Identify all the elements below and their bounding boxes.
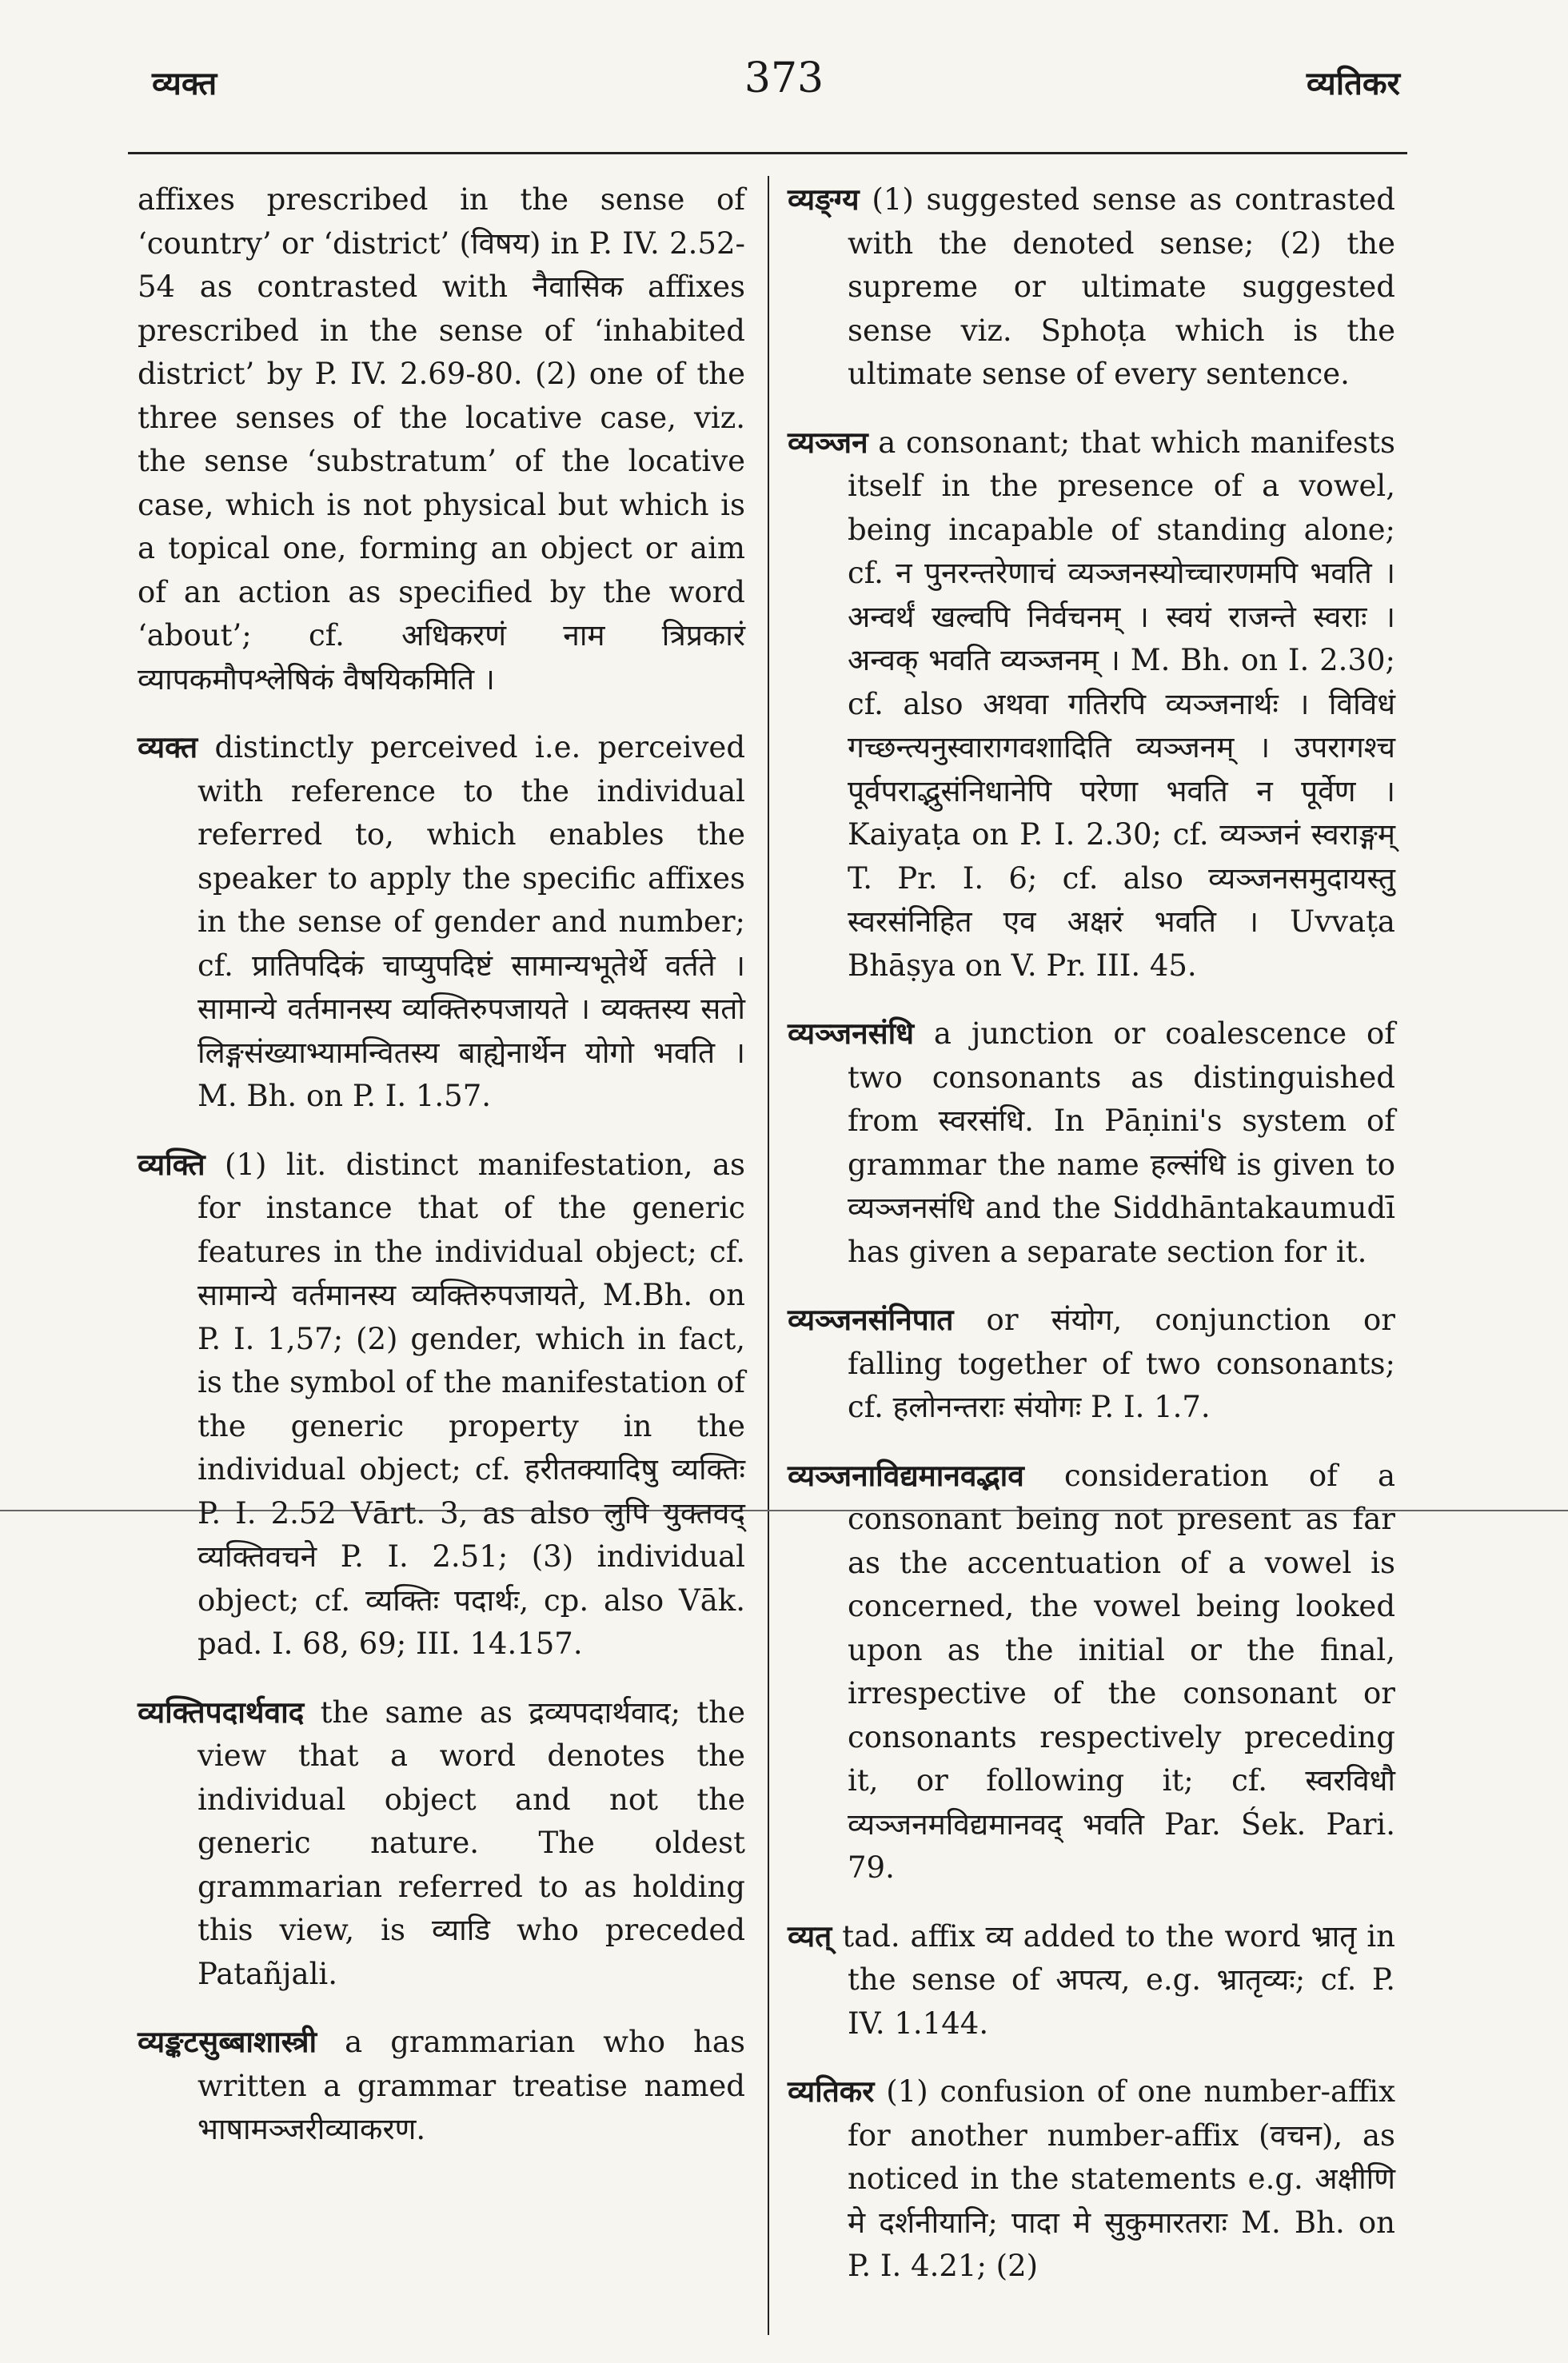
right-column (788, 178, 1395, 2313)
entry-headword: व्यक्ति (138, 1146, 205, 1182)
entry-text: consideration of a consonant being not present as far as the accentuation of a vowel is concerned, the vowel being looked upon as the initial or the final, irrespective of the consonant or consonants respectively preceding it, or following it; cf. स्वरविधौ व्यञ्जनमविद्यमानवद् भवति Par. Śek. Pari. 79. (848, 1458, 1395, 1885)
running-head-right: व्यतिकर (1306, 65, 1400, 102)
entry-text: (1) lit. distinct manifestation, as for instance that of the generic features in the individual object; cf. सामान्ये वर्तमानस्य व्यक्तिरुपजायते, M.Bh. on P. I. 1,57; (2) gender, which in fact, is the symbol of the manifestation of the generic property in the individual object; cf. हरीतक्यादिषु व्यक्तिः P. I. 2.52 Vārt. 3, as also लुपि युक्तवद् व्यक्तिवचने P. I. 2.51; (3) individual object; cf. व्यक्तिः पदार्थः, cp. also Vāk. pad. I. 68, 69; III. 14.157. (197, 1147, 745, 1661)
dictionary-entry (788, 2070, 1395, 2289)
dictionary-entry (138, 178, 745, 701)
entry-headword: व्यत् (788, 1918, 832, 1954)
dictionary-entry (138, 2020, 745, 2152)
entry-text: distinctly perceived i.e. perceived with reference to the individual referred to, which enables the speaker to apply the specific affixes in the sense of gender and number; cf. प्रातिपदिकं चाप्युपदिष्टं सामान्यभूतेर्थे वर्तते । सामान्ये वर्तमानस्य व्यक्तिरुपजायते । व्यक्तस्य सतो लिङ्गसंख्याभ्यामन्वितस्य बाह्येनार्थेन योगो भवति । M. Bh. on P. I. 1.57. (197, 730, 745, 1113)
entry-headword: व्यञ्जनसंधि (788, 1016, 914, 1051)
entry-headword: व्यङ्कटसुब्बाशास्त्री (138, 2024, 317, 2059)
left-column (138, 178, 745, 2176)
entry-headword: व्यक्तिपदार्थवाद (138, 1694, 305, 1730)
entry-text: a grammarian who has written a grammar treatise named भाषामञ्जरीव्याकरण. (197, 2025, 745, 2146)
entry-headword: व्यक्त (138, 729, 198, 764)
dictionary-entry (788, 1012, 1395, 1274)
dictionary-entry (138, 1690, 745, 1997)
dictionary-entry (788, 421, 1395, 988)
dictionary-entry (788, 1914, 1395, 2046)
entry-text: tad. affix व्य added to the word भ्रातृ in the sense of अपत्य, e.g. भ्रातृव्यः; cf. P. IV. 1.144. (842, 1918, 1395, 2041)
running-head-left: व्यक्त (152, 65, 217, 102)
entry-text: (1) confusion of one number-affix for another number-affix (वचन), as noticed in the statements e.g. अक्षीणि मे दर्शनीयानि; पादा मे सुकुमारतराः M. Bh. on P. I. 4.21; (2) (848, 2074, 1395, 2283)
entry-headword: व्यङ्ग्य (788, 182, 860, 217)
dictionary-entry (138, 1143, 745, 1666)
entry-text: a consonant; that which manifests itself in the presence of a vowel, being incapable of standing alone; cf. न पुनरन्तरेणाचं व्यञ्जनस्योच्चारणमपि भवति । अन्वर्थं खल्वपि निर्वचनम् । स्वयं राजन्ते स्वराः । अन्वक् भवति व्यञ्जनम् । M. Bh. on I. 2.30; cf. also अथवा गतिरपि व्यञ्जनार्थः । विविधं गच्छन्त्यनुस्वारागवशादिति व्यञ्जनम् । उपरागश्च पूर्वपराद्भुसंनिधानेपि परेणा भवति न पूर्वेण । Kaiyaṭa on P. I. 2.30; cf. व्यञ्जनं स्वराङ्गम् T. Pr. I. 6; cf. also व्यञ्जनसमुदायस्तु स्वरसंनिहित एव अक्षरं भवति । Uvvaṭa Bhāṣya on V. Pr. III. 45. (848, 425, 1395, 983)
entry-headword: व्यतिकर (788, 2074, 875, 2109)
dictionary-entry (788, 1298, 1395, 1430)
column-divider (768, 176, 769, 2335)
page-number: 373 (744, 54, 824, 102)
entry-text: affixes prescribed in the sense of ‘country’ or ‘district’ (विषय) in P. IV. 2.52-54 as contrasted with नैवासिक affixes prescribed in the sense of ‘inhabited district’ by P. IV. 2.69-80. (2) one of the three senses of the locative case, viz. the sense ‘substratum’ of the locative case, which is not physical but which is a topical one, forming an object or aim of an action as specified by the word ‘about’; cf. अधिकरणं नाम त्रिप्रकारं व्यापकमौपश्लेषिकं वैषयिकमिति । (138, 182, 745, 697)
entry-headword: व्यञ्जनाविद्यमानवद्भाव (788, 1457, 1024, 1493)
entry-headword: व्यञ्जन (788, 424, 868, 460)
dictionary-entry (788, 1454, 1395, 1890)
header-rule (128, 152, 1407, 154)
entry-headword: व्यञ्जनसंनिपात (788, 1302, 954, 1337)
entry-text: or संयोग, conjunction or falling together of two consonants; cf. हलोनन्तराः संयोगः P. I. 1.7. (848, 1303, 1395, 1424)
entry-text: a junction or coalescence of two consonants as distinguished from स्वरसंधि. In Pāṇini's system of grammar the name हल्संधि is given to व्यञ्जनसंधि and the Siddhāntakaumudī has given a separate section for it. (848, 1016, 1396, 1269)
dictionary-entry (788, 178, 1395, 397)
dictionary-entry (138, 725, 745, 1119)
entry-text: (1) suggested sense as contrasted with the denoted sense; (2) the supreme or ultimate suggested sense viz. Sphoṭa which is the ultimate sense of every sentence. (848, 182, 1395, 391)
entry-text: the same as द्रव्यपदार्थवाद; the view that a word denotes the individual object and not the generic nature. The oldest grammarian referred to as holding this view, is व्याडि who preceded Patañjali. (197, 1694, 746, 1991)
